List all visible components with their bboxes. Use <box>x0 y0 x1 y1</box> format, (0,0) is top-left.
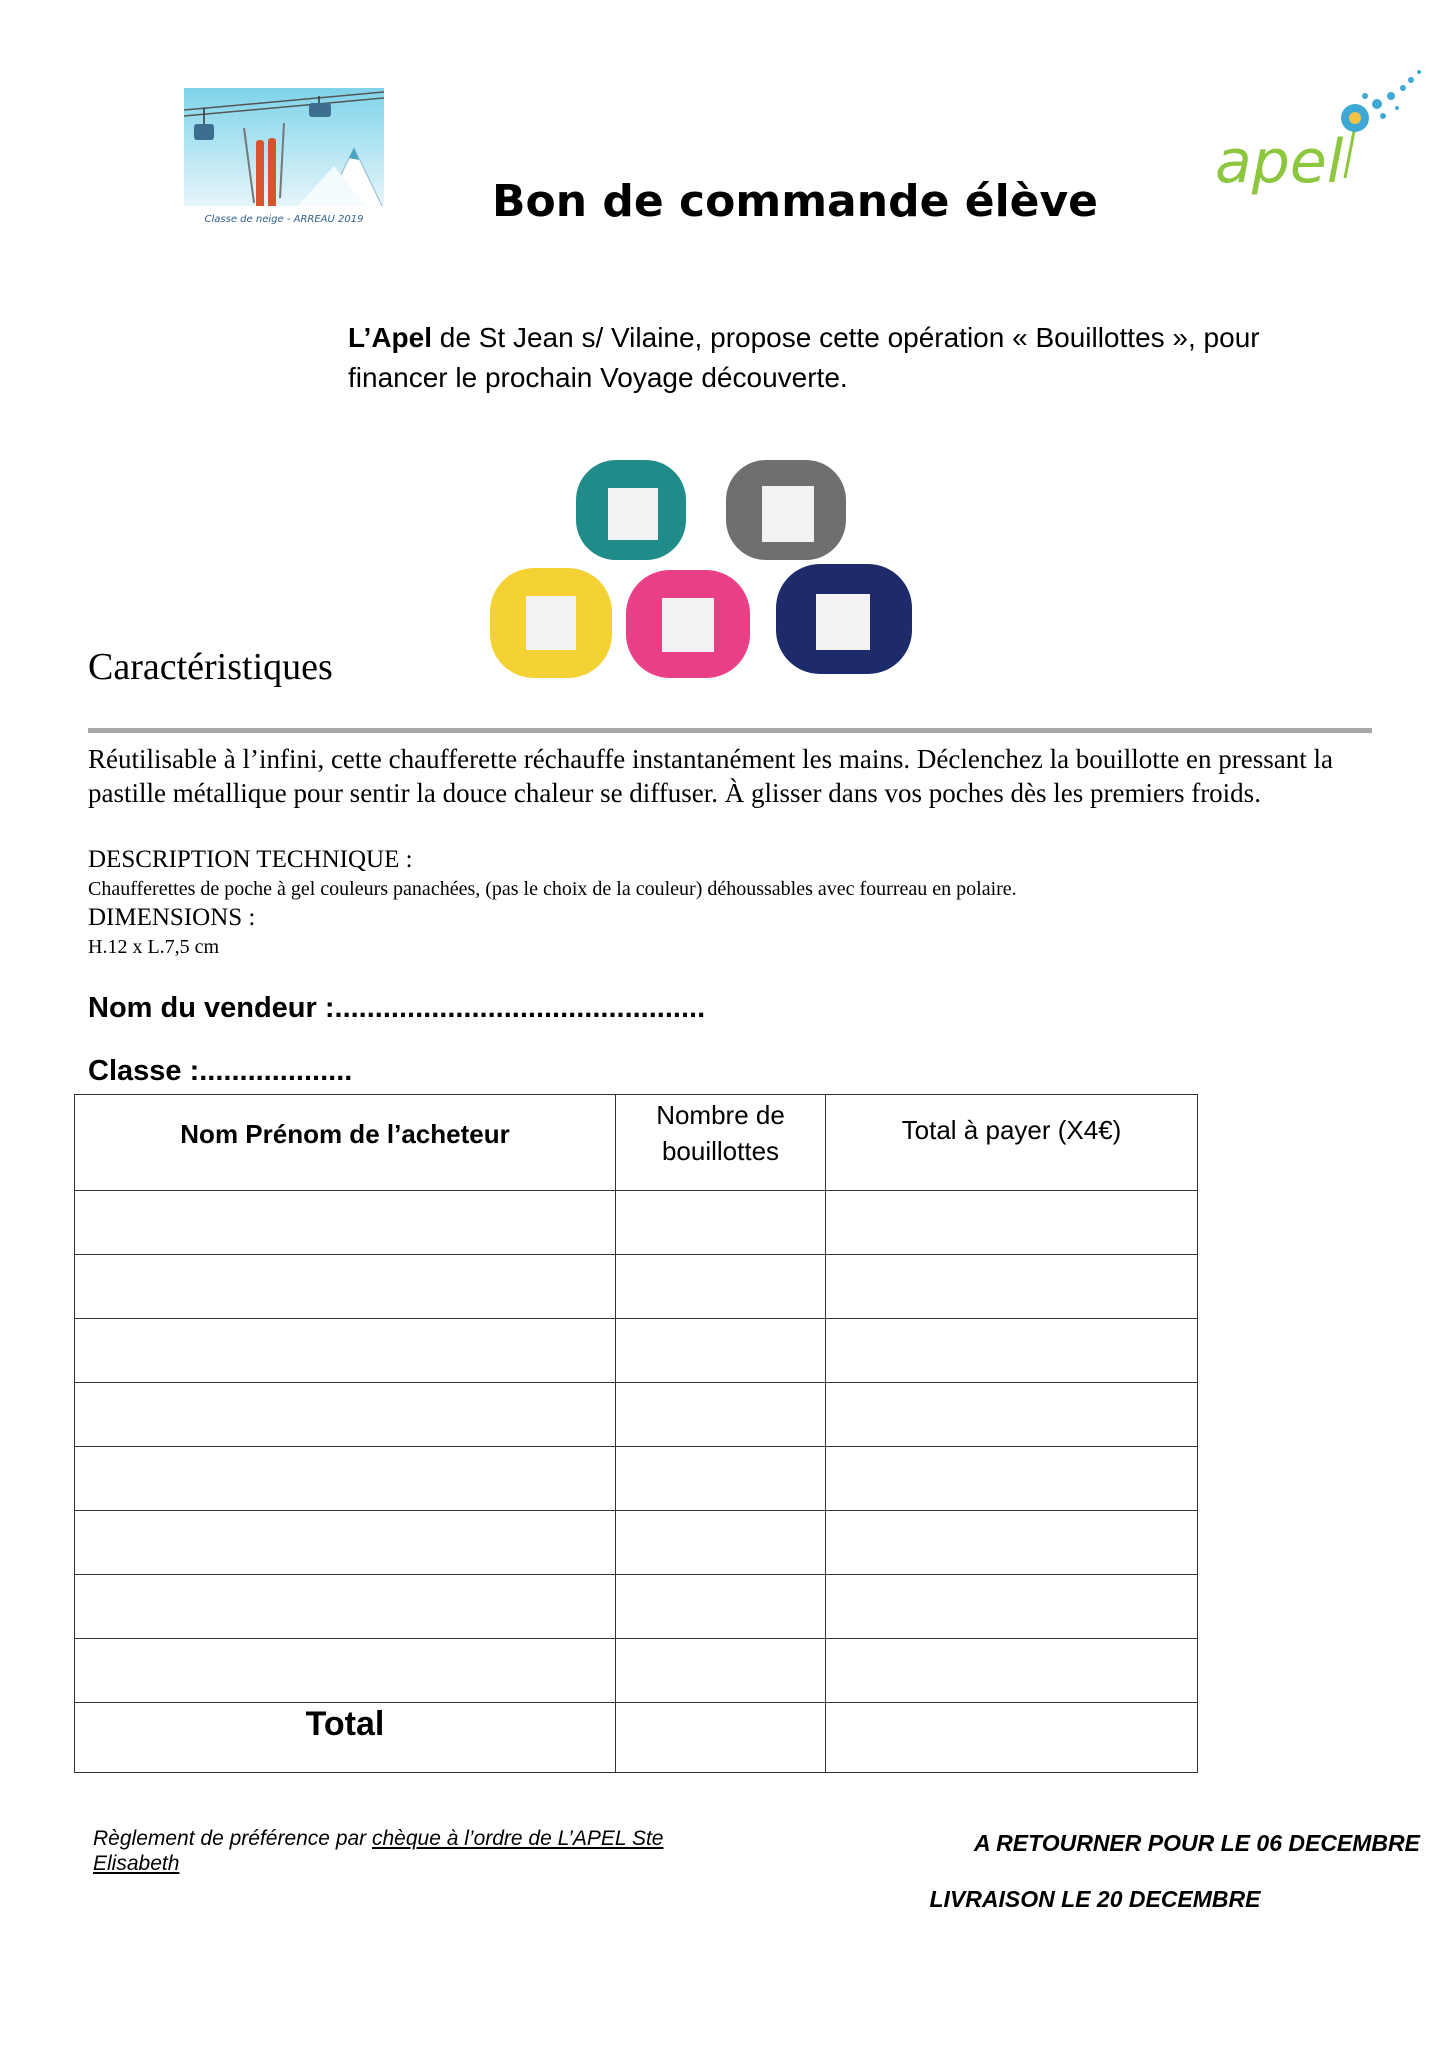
class-field[interactable]: Classe :................... <box>88 1055 353 1087</box>
total-cell[interactable] <box>826 1511 1198 1575</box>
table-row <box>75 1511 1198 1575</box>
intro-paragraph <box>348 318 1348 398</box>
buyer-cell[interactable] <box>75 1191 616 1255</box>
total-quantity-cell[interactable] <box>616 1703 826 1773</box>
total-cell[interactable] <box>826 1191 1198 1255</box>
bottle-yellow <box>490 568 612 678</box>
payment-payee: chèque à l’ordre de L’APEL Ste Elisabeth <box>93 1827 664 1875</box>
dimensions-text: H.12 x L.7,5 cm <box>88 936 220 958</box>
intro-org: L’Apel <box>348 322 433 353</box>
vendor-name-field[interactable]: Nom du vendeur :.............................................. <box>88 992 706 1024</box>
total-cell[interactable] <box>826 1447 1198 1511</box>
buyer-cell[interactable] <box>75 1383 616 1447</box>
delivery-date: LIVRAISON LE 20 DECEMBRE <box>929 1886 1261 1912</box>
buyer-cell[interactable] <box>75 1639 616 1703</box>
total-cell[interactable] <box>826 1255 1198 1319</box>
buyer-cell[interactable] <box>75 1319 616 1383</box>
table-row <box>75 1447 1198 1511</box>
total-label: Total <box>75 1703 616 1773</box>
payment-prefix: Règlement de préférence par <box>93 1827 372 1850</box>
col-header-total: Total à payer (X4€) <box>826 1095 1198 1191</box>
product-description: Réutilisable à l’infini, cette chaufferette réchauffe instantanément les mains. Déclenchez la bouillotte en pressant la pastille métallique pour sentir la douce chaleur se diffuser. À glisser dans vos poches dès les premiers froids. <box>88 744 1333 808</box>
total-cell[interactable] <box>826 1383 1198 1447</box>
apel-logo <box>1205 60 1435 230</box>
table-row <box>75 1383 1198 1447</box>
snow-logo-caption: Classe de neige - ARREAU 2019 <box>204 214 364 225</box>
total-cell[interactable] <box>826 1639 1198 1703</box>
col-header-buyer: Nom Prénom de l’acheteur <box>75 1095 616 1191</box>
total-cell[interactable] <box>826 1575 1198 1639</box>
buyer-cell[interactable] <box>75 1447 616 1511</box>
apel-logo-text: apel <box>1215 127 1344 197</box>
quantity-cell[interactable] <box>616 1255 826 1319</box>
quantity-cell[interactable] <box>616 1383 826 1447</box>
buyer-cell[interactable] <box>75 1511 616 1575</box>
page-title: Bon de commande élève <box>491 176 1099 227</box>
quantity-cell[interactable] <box>616 1639 826 1703</box>
table-row <box>75 1319 1198 1383</box>
intro-text: de St Jean s/ Vilaine, propose cette opération « Bouillottes », pour financer le prochain Voyage découverte. <box>348 322 1260 393</box>
characteristics-title: Caractéristiques <box>88 646 333 688</box>
dimensions-heading: DIMENSIONS : <box>88 904 256 931</box>
quantity-cell[interactable] <box>616 1575 826 1639</box>
section-divider <box>88 728 1372 733</box>
table-row <box>75 1575 1198 1639</box>
bottle-navy <box>776 564 912 674</box>
table-total-row <box>75 1703 1198 1773</box>
payment-note <box>93 1826 693 1876</box>
table-row <box>75 1639 1198 1703</box>
tech-description-heading: DESCRIPTION TECHNIQUE : <box>88 846 413 873</box>
hot-water-bottles-photo <box>486 448 926 696</box>
col-header-quantity: Nombre de bouillottes <box>616 1095 826 1191</box>
bottle-pink <box>626 570 750 678</box>
quantity-cell[interactable] <box>616 1447 826 1511</box>
bottle-teal <box>576 460 686 560</box>
buyer-cell[interactable] <box>75 1575 616 1639</box>
quantity-cell[interactable] <box>616 1191 826 1255</box>
table-row <box>75 1255 1198 1319</box>
quantity-cell[interactable] <box>616 1319 826 1383</box>
return-deadline: A RETOURNER POUR LE 06 DECEMBRE <box>973 1830 1420 1856</box>
quantity-cell[interactable] <box>616 1511 826 1575</box>
total-amount-cell[interactable] <box>826 1703 1198 1773</box>
total-cell[interactable] <box>826 1319 1198 1383</box>
buyer-cell[interactable] <box>75 1255 616 1319</box>
tech-description-text: Chaufferettes de poche à gel couleurs panachées, (pas le choix de la couleur) déhoussables avec fourreau en polaire. <box>88 878 1017 900</box>
order-table <box>74 1094 1198 1773</box>
bottle-gray <box>726 460 846 560</box>
table-row <box>75 1191 1198 1255</box>
table-header-row <box>75 1095 1198 1191</box>
